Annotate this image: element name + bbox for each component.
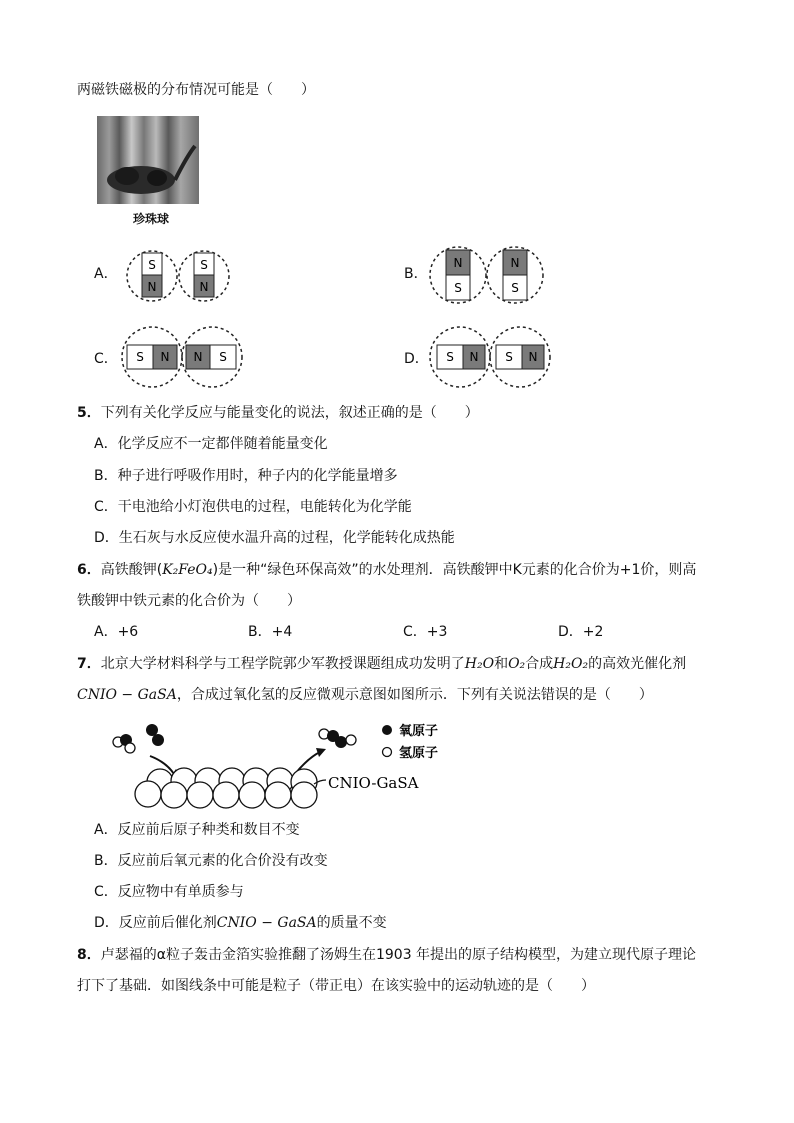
pole-label: N [453, 256, 463, 270]
pole-label: N [469, 350, 479, 364]
q4-option-c-letter: C． [94, 351, 118, 367]
catalyst-surface [135, 768, 317, 808]
q7-text-and: 和 [494, 656, 509, 672]
q7-option-b: B．反应前后氧元素的化合价没有改变 [94, 853, 328, 869]
legend-hydrogen-label: 氢原子 [399, 746, 439, 761]
water-molecule [113, 734, 135, 753]
q4-option-b-figure [430, 240, 546, 310]
q5-option-c: C．干电池给小灯泡供电的过程，电能转化为化学能 [94, 499, 412, 515]
q7-option-d-catalyst: CNIO − GaSA [216, 915, 317, 931]
q5-stem [77, 403, 479, 423]
q7-text-a: 北京大学材料科学与工程学院郭少军教授课题组成功发明了 [100, 656, 465, 672]
q7-catalyst: CNIO − GaSA [77, 687, 177, 703]
q4-option-d-figure [430, 325, 550, 389]
q8-stem-line1 [77, 945, 696, 965]
arrow-out-head [316, 748, 326, 757]
legend-oxygen-icon [382, 725, 392, 735]
q6-option-a: A．+6 [94, 624, 139, 640]
q4-option-b-letter: B． [404, 266, 428, 282]
q7-number: 7． [77, 656, 101, 672]
oxygen-molecule [146, 724, 164, 746]
q4-option-a-figure [125, 245, 233, 307]
q4-option-c-figure [120, 325, 245, 389]
pole-label: N [199, 280, 209, 294]
pole-label: N [160, 350, 170, 364]
legend-hydrogen-icon [383, 748, 392, 757]
q7-stem-line1 [77, 654, 686, 674]
q6-option-c: C．+3 [403, 624, 448, 640]
q7-formula-o2: O₂ [508, 656, 526, 672]
hydrogen-peroxide-molecule [319, 729, 356, 748]
q7-option-d [94, 913, 387, 933]
q7-formula-h2o2: H₂O₂ [553, 656, 589, 672]
reaction-diagram [100, 718, 450, 813]
pole-label: S [505, 350, 513, 364]
pole-label: N [528, 350, 538, 364]
pole-label: S [454, 281, 462, 295]
q6-stem-line2: 铁酸钾中铁元素的化合价为（ ） [77, 593, 301, 609]
q7-line2-text: ，合成过氧化氢的反应微观示意图如图所示．下列有关说法错误的是（ ） [176, 687, 653, 703]
q8-number: 8． [77, 947, 101, 963]
q6-stem-b: )是一种“绿色环保高效”的水处理剂．高铁酸钾中K元素的化合价为+1价，则高 [212, 562, 697, 578]
pole-label: S [200, 258, 208, 272]
q7-text-b: 合成 [525, 656, 554, 672]
q7-formula-h2o: H₂O [464, 656, 495, 672]
pole-label: S [511, 281, 519, 295]
q6-stem-a: 高铁酸钾( [100, 562, 163, 578]
q7-option-d-b: 的质量不变 [316, 915, 387, 931]
q6-option-d: D．+2 [558, 624, 604, 640]
q7-option-a: A．反应前后原子种类和数目不变 [94, 822, 300, 838]
pole-label: N [193, 350, 203, 364]
pole-label: N [510, 256, 520, 270]
curtain-magnet-photo [97, 116, 199, 204]
q7-option-c: C．反应物中有单质参与 [94, 884, 244, 900]
q5-number: 5． [77, 405, 101, 421]
legend-oxygen-label: 氧原子 [399, 724, 439, 739]
q6-formula: K₂FeO₄ [162, 562, 213, 578]
q7-text-c: 的高效光催化剂 [588, 656, 687, 672]
q8-stem-line2: 打下了基础．如图线条中可能是粒子（带正电）在该实验中的运动轨迹的是（ ） [77, 978, 595, 994]
q6-stem-line1 [77, 560, 696, 580]
pole-label: S [446, 350, 454, 364]
q4-stem-tail: 两磁铁磁极的分布情况可能是（ ） [77, 82, 315, 98]
q5-option-b: B．种子进行呼吸作用时，种子内的化学能量增多 [94, 468, 398, 484]
photo-caption: 珍珠球 [133, 212, 170, 226]
pole-label: S [136, 350, 144, 364]
q8-line1-text: 卢瑟福的α粒子轰击金箔实验推翻了汤姆生在1903 年提出的原子结构模型，为建立现代原子理论 [100, 947, 697, 963]
q7-stem-line2 [77, 685, 653, 705]
catalyst-label: CNIO-GaSA [328, 774, 419, 792]
q5-option-a: A．化学反应不一定都伴随着能量变化 [94, 436, 328, 452]
pole-label: S [148, 258, 156, 272]
pole-label: S [219, 350, 227, 364]
q6-option-b: B．+4 [248, 624, 293, 640]
q7-option-d-a: D．反应前后催化剂 [94, 915, 217, 931]
q5-stem-text: 下列有关化学反应与能量变化的说法，叙述正确的是（ ） [100, 405, 479, 421]
magnet-ball-illustration [97, 116, 199, 204]
pole-label: N [147, 280, 157, 294]
q5-option-d: D．生石灰与水反应使水温升高的过程，化学能转化成热能 [94, 530, 455, 546]
q6-number: 6． [77, 562, 101, 578]
q4-option-d-letter: D． [404, 351, 429, 367]
q4-option-a-letter: A． [94, 266, 118, 282]
